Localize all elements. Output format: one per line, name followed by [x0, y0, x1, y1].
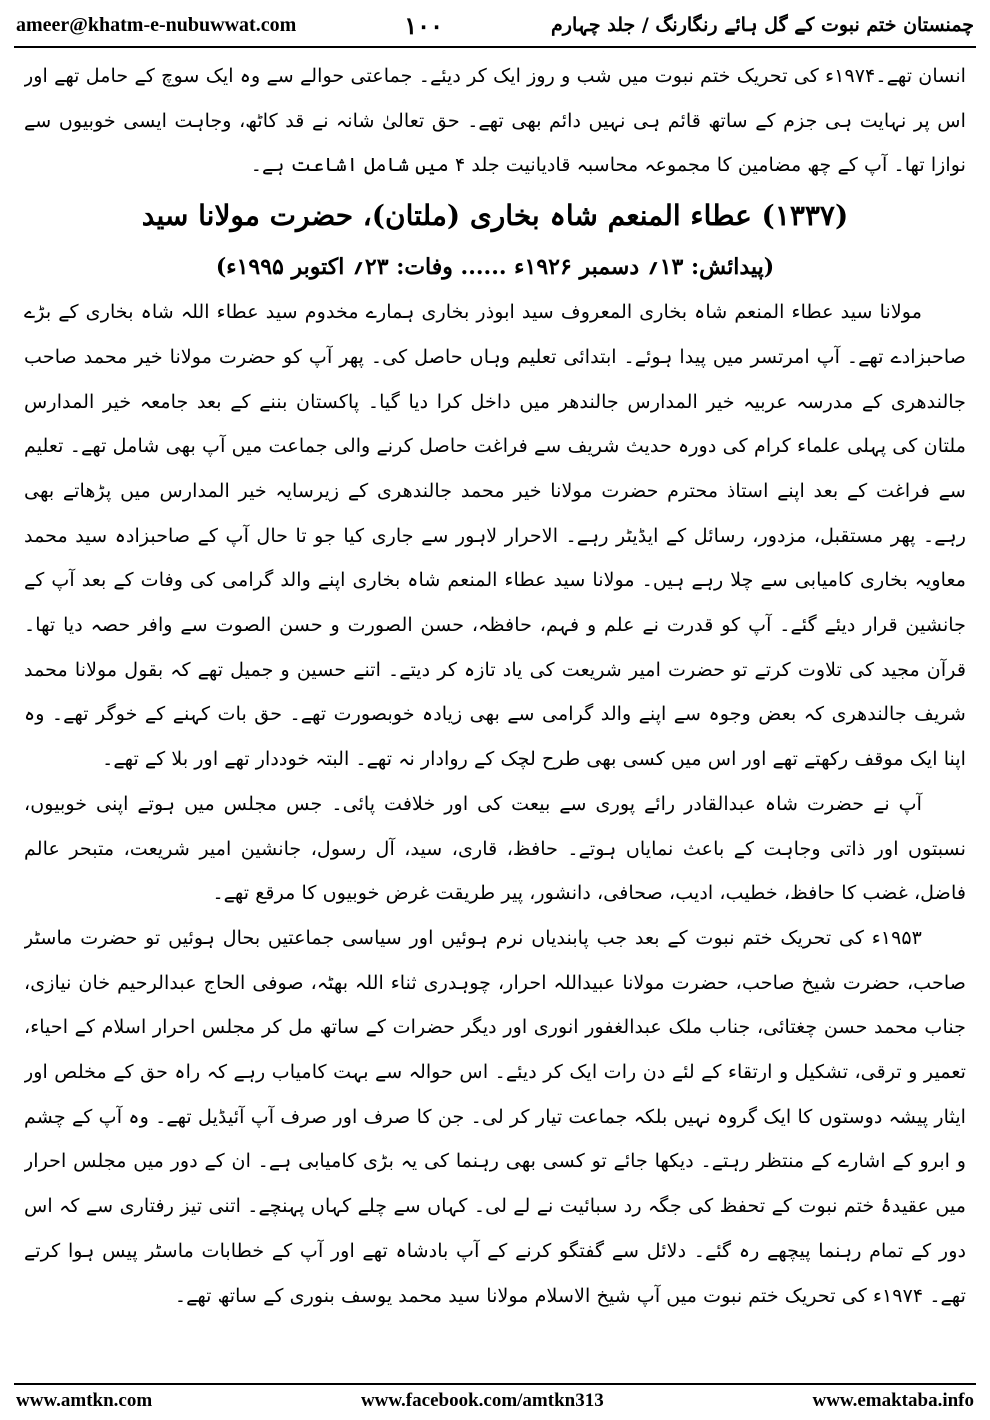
- page-number: ۱۰۰: [404, 10, 443, 40]
- book-title: چمنستان ختم نبوت کے گل ہائے رنگارنگ / جلد چہارم: [551, 14, 974, 36]
- body-paragraph: مولانا سید عطاء المنعم شاہ بخاری المعروف سید ابوذر بخاری ہمارے مخدوم سید عطاء اللہ شاہ بخاری کے بڑے صاحبزادے تھے۔ آپ امرتسر میں پیدا ہوئے۔ ابتدائی تعلیم وہاں حاصل کی۔ پھر آپ کو حضرت مولانا خیر محمد صاحب جالندھری کے مدرسہ عربیہ خیر المدارس جالندھر میں داخل کرا دیا گیا۔ پاکستان بننے کے بعد جامعہ خیر المدارس ملتان کی پہلی علماء کرام کی دورہ حدیث شریف سے فراغت حاصل کرنے والی جماعت میں آپ بھی شامل تھے۔ تعلیم سے فراغت کے بعد اپنے استاذ محترم حضرت مولانا خیر محمد جالندھری کے زیرسایہ خیر المدارس میں پڑھاتے بھی رہے۔ پھر مستقبل، مزدور، رسائل کے ایڈیٹر رہے۔ الاحرار لاہور سے جاری کیا جو تا حال آپ کے صاحبزادہ سید محمد معاویہ بخاری کامیابی سے چلا رہے ہیں۔ مولانا سید عطاء المنعم شاہ بخاری اپنے والد گرامی کی وفات کے بعد آپ کے جانشین قرار دیئے گئے۔ آپ کو قدرت نے علم و فہم، حافظہ، حسن الصورت و حسن الصوت سے وافر حصہ دیا تھا۔ قرآن مجید کی تلاوت کرتے تو حضرت امیر شریعت کی یاد تازہ کر دیتے۔ اتنے حسین و جمیل تھے کہ بقول مولانا محمد شریف جالندھری کہ بعض وجوہ سے اپنے والد گرامی سے بھی زیادہ خوبصورت تھے۔ حق بات کہنے کے خوگر تھے۔ وہ اپنا ایک موقف رکھتے تھے اور اس میں کسی بھی طرح لچک کے روادار نہ تھے۔ البتہ خوددار تھے اور بلا کے تھے۔: [24, 300, 966, 771]
- footer-link-amtkn[interactable]: www.amtkn.com: [16, 1390, 153, 1411]
- header-divider: [14, 46, 976, 48]
- page-header: [16, 8, 974, 42]
- biography-heading: (۱۳۳۷) عطاء المنعم شاہ بخاری (ملتان)، حضرت مولانا سید: [141, 199, 849, 233]
- footer-link-facebook[interactable]: www.facebook.com/amtkn313: [360, 1390, 604, 1411]
- page-body: [24, 54, 966, 1376]
- page-footer: [16, 1386, 974, 1416]
- footer-link-emaktaba[interactable]: www.emaktaba.info: [812, 1390, 974, 1411]
- header-email: ameer@khatm-e-nubuwwat.com: [16, 13, 297, 36]
- body-paragraph: ۱۹۵۳ء کی تحریک ختم نبوت کے بعد جب پابندیاں نرم ہوئیں اور سیاسی جماعتیں بحال ہوئیں تو حضرت ماسٹر صاحب، حضرت شیخ صاحب، حضرت مولانا عبیداللہ احرار، چوہدری ثناء اللہ بھٹہ، صوفی الحاج عبدالرحیم خان نیازی، جناب محمد حسن چغتائی، جناب ملک عبدالغفور انوری اور دیگر حضرات کے ساتھ مل کر مجلس احرار اسلام کے احیاء، تعمیر و ترقی، تشکیل و ارتقاء کے لئے دن رات ایک کر دیئے۔ اس حوالہ سے بہت کامیاب رہے کہ راہ حق کے مخلص اور ایثار پیشہ دوستوں کا ایک گروہ نہیں بلکہ جماعت تیار کر لی۔ جن کا صرف اور صرف آپ آئیڈیل تھے۔ وہ آپ کے چشم و ابرو کے اشارے کے منتظر رہتے۔ دیکھا جائے تو کسی بھی رہنما کی یہ بڑی کامیابی ہے۔ ان کے دور میں مجلس احرار میں عقیدۂ ختم نبوت کے تحفظ کی جگہ رد سبائیت نے لے لی۔ کہاں سے چلے کہاں پہنچے۔ اتنی تیز رفتاری سے کہ اس دور کے تمام رہنما پیچھے رہ گئے۔ دلائل سے گفتگو کرنے کے آپ بادشاہ تھے اور آپ کے خطابات ماسٹر پیس ہوا کرتے تھے۔ ۱۹۷۴ء کی تحریک ختم نبوت میں آپ شیخ الاسلام مولانا سید محمد یوسف بنوری کے ساتھ تھے۔: [24, 925, 966, 1307]
- birth-death-dates: (پیدائش: ۱۳؍ دسمبر ۱۹۲۶ء ...... وفات: ۲۳؍ اکتوبر ۱۹۹۵ء): [215, 254, 775, 281]
- footer-divider: [14, 1383, 976, 1385]
- intro-paragraph: انسان تھے۔۱۹۷۴ء کی تحریک ختم نبوت میں شب و روز ایک کر دیئے۔ جماعتی حوالے سے وہ ایک سوچ کے حامل تھے اور اس پر نہایت ہی جزم کے ساتھ قائم ہی نہیں دائم بھی تھے۔ حق تعالیٰ شانہ نے قد کاٹھ، وجاہت ایسی خوبیوں سے نوازا تھا۔ آپ کے چھ مضامین کا مجموعہ محاسبہ قادیانیت جلد ۴ میں شامل اشاعت ہے۔: [24, 64, 966, 177]
- body-paragraph: آپ نے حضرت شاہ عبدالقادر رائے پوری سے بیعت کی اور خلافت پائی۔ جس مجلس میں ہوتے اپنی خوبیوں، نسبتوں اور ذاتی وجاہت کے باعث نمایاں ہوتے۔ حافظ، قاری، سید، آل رسول، جانشین امیر شریعت، متبحر عالم فاضل، غضب کا حافظ، خطیب، ادیب، صحافی، دانشور، پیر طریقت غرض خوبیوں کا مرقع تھے۔: [24, 791, 966, 905]
